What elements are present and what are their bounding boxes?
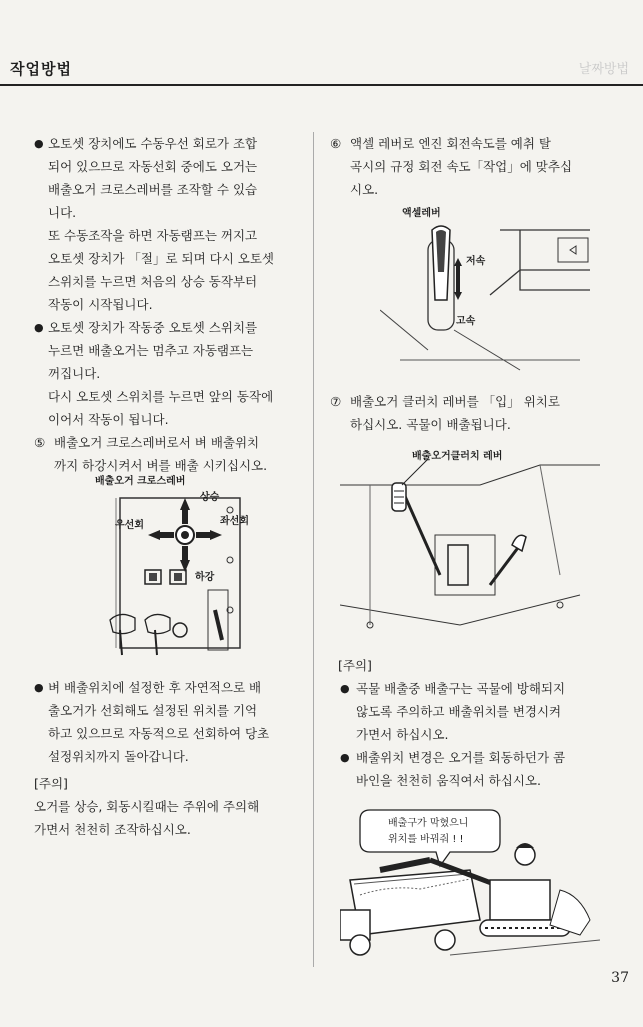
- down-label: 하강: [195, 572, 215, 583]
- text-line: 작동이 시작됩니다.: [48, 297, 153, 312]
- header-rule: [0, 84, 643, 86]
- left-turn-label: 좌선회: [220, 516, 249, 527]
- header-faint-text: 날짜방법: [578, 62, 629, 77]
- step-number: ⑥: [330, 136, 342, 151]
- text-line: 이어서 작동이 됩니다.: [48, 412, 169, 427]
- right-turn-label: 우선회: [115, 520, 144, 531]
- step-7: [330, 390, 598, 436]
- text-line: 배출오거 크로스레버로서 벼 배출위치: [54, 435, 260, 450]
- text-line: 또 수동조작을 하면 자동램프는 꺼지고: [48, 228, 258, 243]
- accel-lever-illustration: [380, 200, 590, 380]
- section-title: 작업방법: [10, 60, 72, 78]
- text-line: 스위치를 누르면 처음의 상승 동작부터: [48, 274, 258, 289]
- discharge-cartoon-illustration: [340, 800, 600, 965]
- speech-bubble-line-2: 위치를 바꿔줘 ! !: [388, 834, 464, 845]
- bullet-icon: ●: [340, 751, 350, 764]
- page-header: [0, 0, 643, 86]
- text-line: 곡시의 규정 회전 속도「작업」에 맞추십: [350, 159, 573, 174]
- right-column-step7: [330, 390, 598, 436]
- column-divider: [313, 132, 314, 967]
- text-line: 되어 있으므로 자동선회 중에도 오거는: [48, 159, 258, 174]
- cross-lever-figure: [60, 470, 290, 670]
- bullet-icon: ●: [34, 321, 44, 334]
- text-line: 않도록 주의하고 배출위치를 변경시켜: [356, 704, 562, 719]
- text-line: 꺼집니다.: [48, 366, 101, 381]
- text-line: 벼 배출위치에 설정한 후 자연적으로 배: [48, 680, 262, 695]
- text-line: 다시 오토셋 스위치를 누르면 앞의 동작에: [48, 389, 274, 404]
- cross-lever-label: 배출오거 크로스레버: [95, 476, 186, 487]
- text-line: 배출위치 변경은 오거를 회동하던가 콤: [356, 750, 566, 765]
- text-line: 액셀 레버로 엔진 회전속도를 예취 탈: [350, 136, 551, 151]
- discharge-cartoon-figure: [340, 800, 600, 965]
- step-number: ⑦: [330, 394, 342, 409]
- clutch-lever-figure: [340, 445, 600, 645]
- paragraph-autoset-stop: [34, 316, 296, 385]
- text-line: 시오.: [350, 182, 379, 197]
- text-line: 오토셋 장치가 작동중 오토셋 스위치를: [48, 320, 258, 335]
- text-line: 가면서 천천히 조작하십시오.: [34, 822, 191, 837]
- accel-lever-label: 액셀레버: [402, 208, 441, 219]
- right-note-label: [주의]: [338, 658, 372, 673]
- text-line: 가면서 하십시오.: [356, 727, 449, 742]
- text-line: 누르면 배출오거는 멈추고 자동램프는: [48, 343, 254, 358]
- text-line: 까지 하강시켜서 벼를 배출 시키십시오.: [54, 458, 268, 473]
- accel-lever-figure: [380, 200, 590, 380]
- text-line: 니다.: [48, 205, 77, 220]
- bullet-icon: ●: [34, 137, 44, 150]
- text-line: 배출오거 클러치 레버를 「입」 위치로: [350, 394, 560, 409]
- text-line: 하고 있으므로 자동적으로 선회하여 당초: [48, 726, 270, 741]
- paragraph-auto-lamp-off: [34, 224, 296, 316]
- paragraph-return-position: [34, 676, 296, 768]
- bullet-icon: ●: [340, 682, 350, 695]
- text-line: 출오거가 선회해도 설정된 위치를 기억: [48, 703, 258, 718]
- cross-lever-panel-illustration: [60, 470, 290, 670]
- step-6: [330, 132, 598, 201]
- right-note-1: [338, 677, 600, 746]
- left-note-label: [주의]: [34, 776, 68, 791]
- right-note-2: [338, 746, 600, 792]
- text-line: 배출오거 크로스레버를 조작할 수 있습: [48, 182, 258, 197]
- step-number: ⑤: [34, 435, 46, 450]
- clutch-lever-illustration: [340, 445, 600, 645]
- speech-bubble-line-1: 배출구가 막혔으니: [388, 818, 469, 829]
- slow-label: 저속: [466, 256, 486, 267]
- text-line: 바인을 천천히 움직여서 하십시오.: [356, 773, 541, 788]
- bullet-icon: ●: [34, 681, 44, 694]
- left-column: [34, 132, 296, 477]
- right-column-notes: [338, 654, 600, 792]
- page-number: 37: [611, 970, 629, 986]
- text-line: 오토셋 장치가 「절」로 되며 다시 오토셋: [48, 251, 274, 266]
- fast-label: 고속: [456, 316, 476, 327]
- paragraph-manual-override: [34, 132, 296, 224]
- text-line: 오거를 상승, 회동시킬때는 주위에 주의해: [34, 799, 260, 814]
- clutch-lever-label: 배출오거클러치 레버: [412, 451, 503, 462]
- up-label: 상승: [200, 492, 220, 503]
- paragraph-autoset-resume: [34, 385, 296, 431]
- left-note: [34, 795, 296, 841]
- text-line: 하십시오. 곡물이 배출됩니다.: [350, 417, 511, 432]
- text-line: 설정위치까지 돌아갑니다.: [48, 749, 189, 764]
- left-column-lower: [34, 676, 296, 841]
- right-column: [330, 132, 598, 201]
- text-line: 오토셋 장치에도 수동우선 회로가 조합: [48, 136, 258, 151]
- text-line: 곡물 배출중 배출구는 곡물에 방해되지: [356, 681, 566, 696]
